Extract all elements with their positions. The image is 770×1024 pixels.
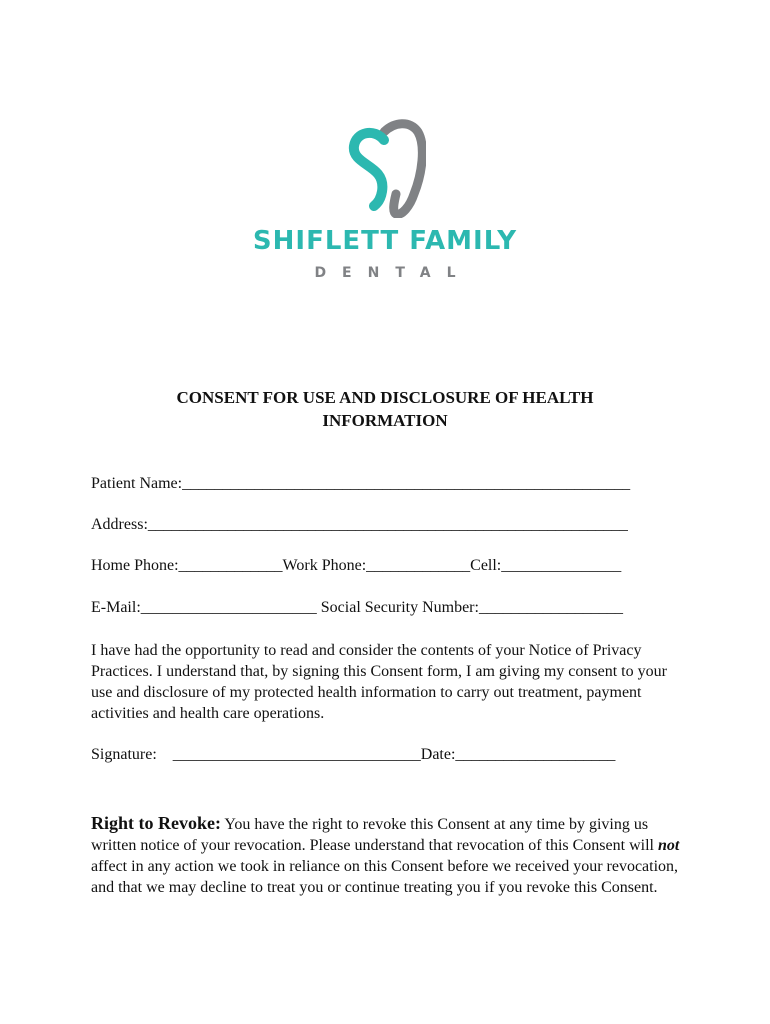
document-title bbox=[90, 386, 680, 432]
right-to-revoke-paragraph bbox=[91, 813, 681, 898]
email-ssn-fields[interactable]: E-Mail:______________________ Social Security Number:__________________ bbox=[91, 599, 623, 616]
title-line-1: CONSENT FOR USE AND DISCLOSURE OF HEALTH bbox=[176, 388, 594, 407]
logo-subtitle: DENTAL bbox=[314, 265, 472, 281]
address-field[interactable]: Address:____________________________________________________________ bbox=[91, 516, 628, 533]
revoke-text-after: affect in any action we took in reliance on this Consent before we received your revocation, and that we may decline to treat you or continue treating you if you revoke this Consent. bbox=[91, 858, 679, 896]
practice-logo bbox=[0, 112, 770, 292]
tooth-logo-icon bbox=[344, 118, 426, 218]
signature-date-fields[interactable]: Signature: _______________________________Date:____________________ bbox=[91, 746, 616, 763]
revoke-emphasis: not bbox=[657, 837, 680, 854]
phone-fields[interactable]: Home Phone:_____________Work Phone:_____________Cell:_______________ bbox=[91, 557, 622, 574]
revoke-text-before: You have the right to revoke this Consent at any time by giving us written notice of your revocation. Please understand that revocation of this Consent will bbox=[91, 816, 658, 854]
patient-name-field[interactable]: Patient Name:________________________________________________________ bbox=[91, 475, 631, 492]
right-to-revoke-label: Right to Revoke: bbox=[91, 813, 221, 833]
title-line-2: INFORMATION bbox=[322, 411, 448, 430]
logo-wordmark: SHIFLETT FAMILY bbox=[252, 226, 518, 256]
consent-statement: I have had the opportunity to read and consider the contents of your Notice of Privacy Practices. I understand that, by signing this Consent form, I am giving my consent to your use and disclosure of my protected health information to carry out treatment, payment activities and health care operations. bbox=[91, 642, 667, 722]
